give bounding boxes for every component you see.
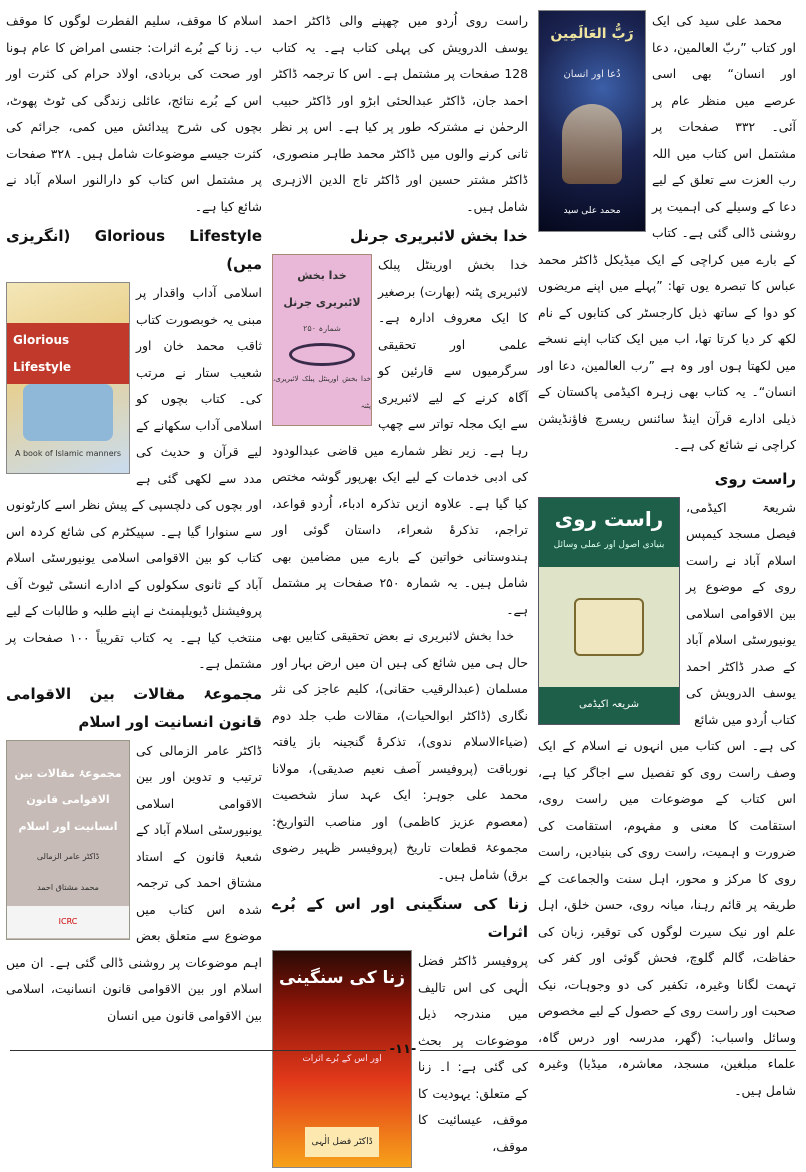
paragraph: اسلام کا موقف، سلیم الفطرت لوگوں کا موقف ب۔ زنا کے بُرے اثرات: جنسی امراض کا عام ہونا اور صحت کی بربادی، اولاد حرام کی کثرت اور اس کے بُرے نتائج، عائلی زندگی کی ٹوٹ پھوٹ، بچوں کی شرح پیدائش میں کمی، جرائم کی کثرت جیسے موضوعات شامل ہیں۔ ۳۲۸ صفحات پر مشتمل اس کتاب کو دارالنور اسلام آباد نے شائع کیا ہے۔	[6, 13, 262, 214]
paragraph: خدا بخش لائبریری نے بعض تحقیقی کتابیں بھی حال ہی میں شائع کی ہیں ان میں ارض بہار اور مسلمان (عبدالرقیب حقانی)، کلیم عاجز کی نثر نگاری (ڈاکٹر ابوالحیات)، مقالات طب جلد دوم (ضیاءالاسلام ندوی)، تذکرۂ گنجینہ باز یافتہ نورباقت (پروفیسر آصف نعیم صدیقی)، مولانا محمد علی جوہر: ایک عہد ساز شخصیت (معصوم عزیز کاظمی) اور مناصب التواریخ: مجموعۂ قطعات تاریخ (پروفیسر ظہیر رضوی برق) شامل ہیں۔	[272, 628, 528, 882]
book-title: زنا کی سنگینی	[278, 968, 406, 988]
book-cover-rast-rawi	[538, 497, 680, 725]
book-publisher: شریعہ اکیڈمی	[539, 687, 679, 724]
column-1	[538, 8, 796, 1104]
section-heading: زنا کی سنگینی اور اس کے بُرے اثرات	[272, 895, 528, 941]
paragraph: محمد علی سید کی ایک اور کتاب ”ربّ العالمین، دعا اور انسان“ بھی اسی عرصے میں منظر عام پر آئی۔ ۳۳۲ صفحات پر مشتمل اس کتاب میں اللہ رب العزت سے تعلق کے لیے دعا کے وسیلے کی اہمیت پر روشنی ڈالی گئی ہے۔ کتاب کے بارے میں کراچی کے ایک میڈیکل ڈاکٹر محمد عباس کا تبصرہ یوں تھا: ”پہلے میں اپنے مریضوں کو دوا کے ساتھ ذیل کارجسٹر کی کتابوں کے نام لکھ کر دیا کرتا تھا، اب میں ایک کتاب اپنے نسخے میں لکھتا ہوں اور وہ ہے ”رب العالمین، دعا اور انسان“۔ یہ کتاب بھی زہرہ اکیڈمی پاکستان کے ذیلی ادارے قرآن اینڈ سائنس ریسرچ فاؤنڈیشن کراچی نے شائع کی ہے۔	[538, 13, 796, 452]
paragraph: شریعۃ اکیڈمی، فیصل مسجد کیمپس اسلام آباد نے راست روی کے موضوع پر بین الاقوامی اسلامی یونیورسٹی اسلام آباد کے صدر ڈاکٹر احمد یوسف الدرویش کی کتاب اُردو میں شائع	[686, 499, 796, 727]
section-heading: راست روی	[714, 469, 796, 488]
page-number: -۱۱-	[389, 1042, 417, 1057]
column-2	[272, 8, 528, 1172]
book-editor: ڈاکٹر عامر الزمالی	[36, 852, 100, 862]
book-translator: محمد مشتاق احمد	[37, 883, 99, 893]
emblem-icon	[574, 598, 644, 656]
book-footer: خدا بخش اورینٹل پبلک لائبریری، پٹنہ	[273, 375, 371, 410]
praying-hands-image	[562, 104, 622, 184]
footer-rule-right	[420, 1050, 796, 1051]
book-cover-rabbul-alameen	[538, 10, 646, 232]
book-author: محمد علی سید	[563, 206, 621, 217]
book-author: ڈاکٹر فضل الٰہی	[305, 1127, 378, 1158]
book-cover-majmua-maqalat	[6, 740, 130, 940]
book-cover-zina-ki-sangini	[272, 950, 412, 1168]
paragraph: کی ہے۔ اس کتاب میں انہوں نے اسلام کے ایک وصف راست روی کو تفصیل سے اجاگر کیا ہے، اس کتاب کے موضوعات میں راست روی، استقامت کا معنی و مفہوم، استقامت کی ضرورت و اہمیت، راست روی کی بنیادیں، راست روی کا مرکز و محور، اہل سنت والجماعت کے طریقہ پر قائم رہنا، میانہ روی، حسن خلق، اہل علم اور نیک سیرت لوگوں کی توقیر، زبان کی حفاظت، گالم گلوچ، فحش گوئی اور کفر کی تہمت لگانا وغیرہ، تکفیر کی دو وجوہات، نیک صحبت اور راست روی کے حصول کے لیے مخصوص وسائل واسباب: (گھر، مدرسہ اور درس گاہ، علماء مبلغین، مسجد، معاشرہ، میڈیا) وغیرہ شامل ہیں۔	[538, 738, 796, 1098]
book-tagline: A book of Islamic manners	[14, 448, 122, 458]
calligraphy-emblem	[289, 343, 355, 367]
book-cover-khuda-bakhsh-journal	[272, 254, 372, 426]
cartoon-figures-image	[23, 384, 113, 441]
paragraph: پروفیسر ڈاکٹر فضل الٰہی کی اس تالیف میں مندرجہ ذیل موضوعات پر بحث کی گئی ہے: ا۔ زنا کے متعلق: یہودیت کا موقف، عیسائیت کا موقف،	[418, 953, 528, 1154]
book-title: Glorious Lifestyle	[7, 323, 129, 384]
book-title: خدا بخش لائبریری جرنل	[283, 269, 361, 309]
paragraph: راست روی اُردو میں چھپنے والی ڈاکٹر احمد یوسف الدرویش کی پہلی کتاب ہے۔ یہ کتاب 128 صفحات پر مشتمل ہے۔ اس کا ترجمہ ڈاکٹر احمد جان، ڈاکٹر عبدالحئی ابڑو اور ڈاکٹر حبیب الرحمٰن نے مشترکہ طور پر کیا ہے۔ اس پر نظر ثانی کرنے والوں میں ڈاکٹر محمد طاہر منصوری، ڈاکٹر مشتر حسین اور ڈاکٹر تاج الدین الازہری شامل ہیں۔	[272, 13, 528, 214]
footer-rule-left	[10, 1050, 386, 1051]
book-subtitle: بنیادی اصول اور عملی وسائل	[553, 540, 665, 550]
paragraph: اسلامی آداب واقدار پر مبنی یہ خوبصورت کتاب ثاقب محمد خان اور شعیب ستار نے مرتب کی۔ کتاب بچوں کو اسلامی آداب سکھانے کے لیے قرآن و حدیث کی مدد سے لکھی گئی ہے اور بچوں کی دلچسپی کے پیش نظر اسے کارٹونوں سے سنوارا گیا ہے۔ سپیکٹرم کی شائع کردہ اس کتاب کو بین الاقوامی اسلامی یونیورسٹی اسلام آباد کے ثانوی سکولوں کے ادارے انسٹی ٹیوٹ آف پروفیشنل ڈیویلپمنٹ نے اپنے طلبہ و طالبات کے لیے منتخب کیا ہے۔ یہ کتاب تقریباً ۱۰۰ صفحات پر مشتمل ہے۔	[6, 285, 262, 671]
section-heading: Glorious Lifestyle (انگریزی میں)	[6, 227, 262, 273]
book-subtitle: دُعا اور انسان	[563, 69, 621, 81]
section-heading: خدا بخش لائبریری جرنل	[349, 227, 528, 245]
paragraph: ڈاکٹر عامر الزمالی کی ترتیب و تدوین اور بین الاقوامی اسلامی یونیورسٹی اسلام آباد کے شعبۂ قانون کے استاد مشتاق احمد کی ترجمہ شدہ اس کتاب میں موضوع سے متعلق بعض اہم موضوعات پر روشنی ڈالی گئی ہے۔ ان میں اسلام اور بین الاقوامی قانون انسانیت، اسلامی بین الاقوامی قانون میں انسان	[6, 742, 262, 1023]
icrc-logo: ICRC	[7, 906, 129, 939]
book-issue: شمارہ ۲۵۰	[303, 324, 341, 333]
column-3	[6, 8, 262, 1029]
book-title: رَبُّ العَالَمِین	[550, 26, 634, 42]
book-title: مجموعۂ مقالات بین الاقوامی قانون انسانیت اور اسلام	[14, 766, 122, 833]
book-cover-glorious-lifestyle	[6, 282, 130, 474]
book-subtitle: اور اس کے بُرے اثرات	[302, 1053, 382, 1064]
paragraph: خدا بخش اورینٹل پبلک لائبریری پٹنہ (بھارت) برصغیر کا ایک معروف ادارہ ہے۔ علمی اور تحقیقی سرگرمیوں سے قارئین کو آگاہ کرنے کے لیے لائبریری سے ایک مجلہ تواتر سے چھپ رہا ہے۔ زیر نظر شمارے میں قاضی عبدالودود کی ادبی خدمات کے لیے ایک بھرپور گوشہ مختص کیا گیا ہے۔ علاوہ ازیں تذکرہ ادباء، اُردو قواعد، تراجم، تذکرۂ شعراء، داستان گوئی اور ہندوستانی خواتین کے بارے میں مضامین بھی شامل ہیں۔ یہ شمارہ ۲۵۰ صفحات پر مشتمل ہے۔	[272, 257, 528, 617]
section-heading: مجموعۂ مقالات بین الاقوامی قانون انسانیت اور اسلام	[6, 684, 262, 731]
book-title: راست روی	[554, 506, 664, 531]
